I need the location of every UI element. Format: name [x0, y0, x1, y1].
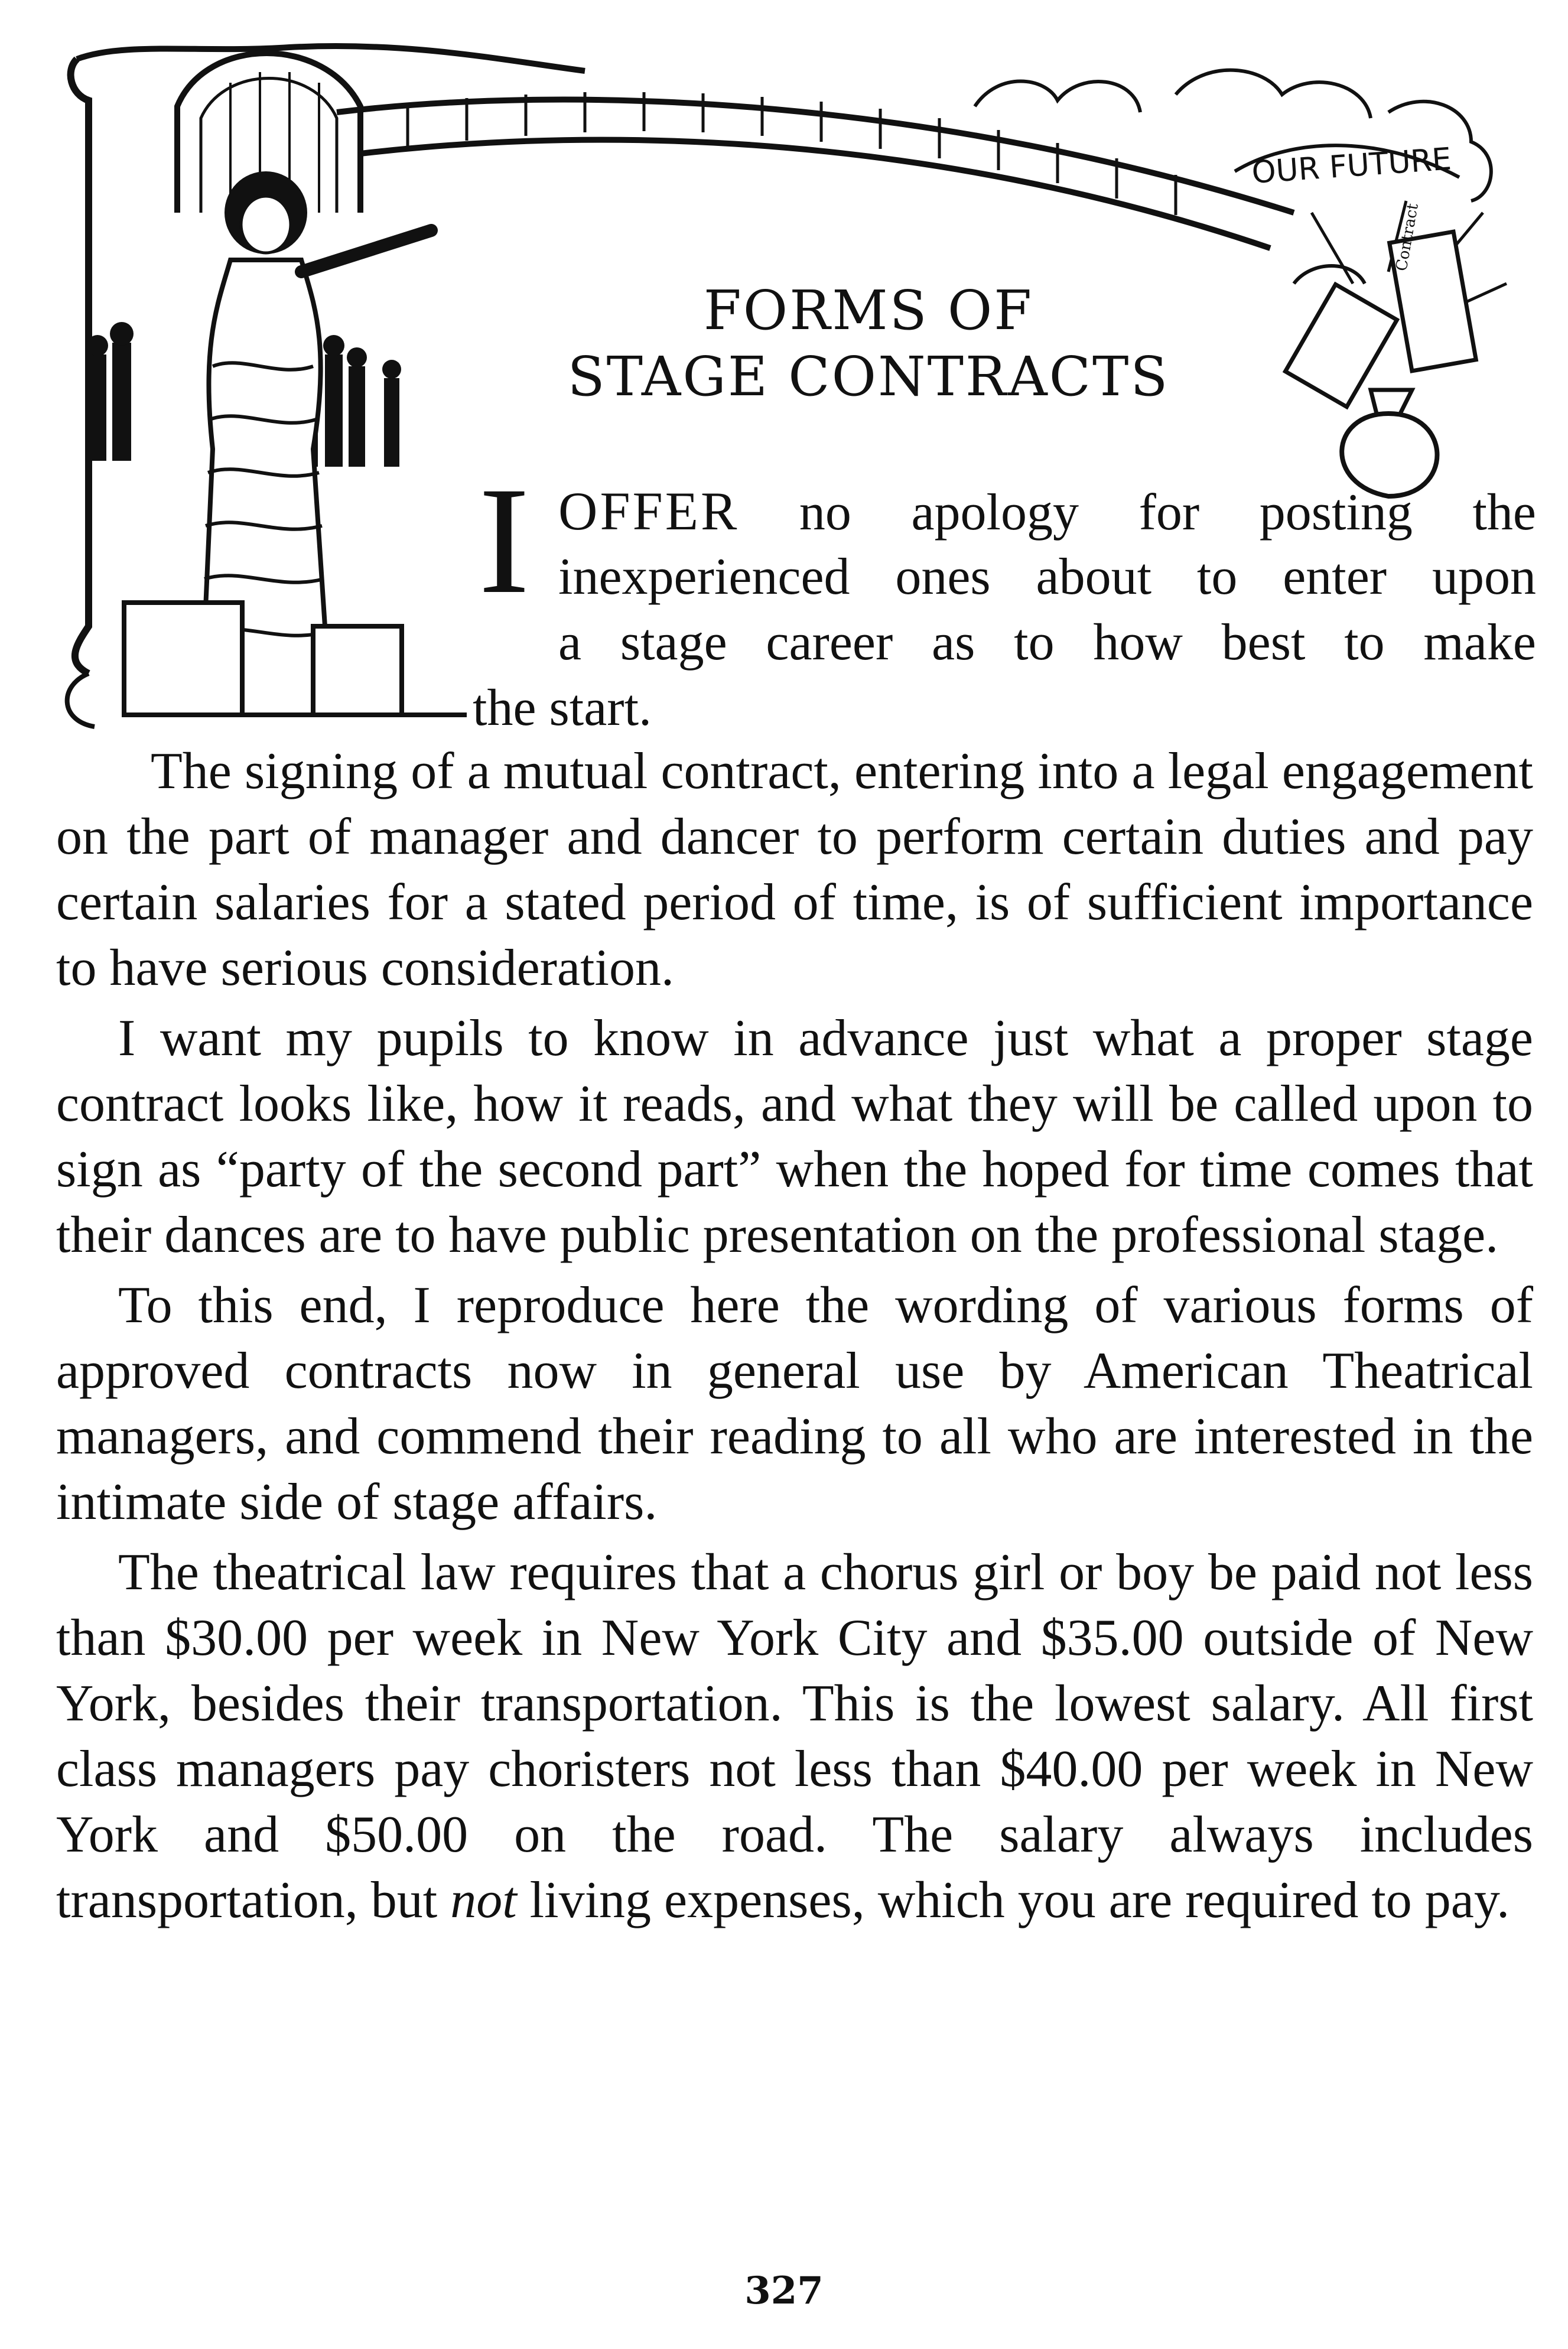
lead-word: OFFER [558, 481, 740, 541]
body-paragraphs [56, 738, 1533, 1938]
drop-cap: I [479, 456, 530, 626]
paragraph-salary [56, 1540, 1533, 1933]
title-line-2: STAGE CONTRACTS [567, 345, 1170, 408]
opening-line-4: the start. [473, 679, 652, 737]
poster-text: Contract [1393, 202, 1422, 273]
opening-paragraph [473, 479, 1536, 741]
opening-line-2: inexperienced ones about to enter upon [558, 548, 1536, 606]
opening-line-1 [473, 479, 1536, 544]
salary-text-2: living expenses, which you are required to pay. [529, 1872, 1510, 1929]
opening-line-1-rest: no apology for posting the [799, 484, 1536, 541]
salary-emphasis: not [450, 1872, 517, 1929]
page-number: 327 [744, 2269, 824, 2313]
paragraph-pupils: I want my pupils to know in advance just what a proper stage contract looks like, how it reads, and what they will be called upon to sign as “party of the second part” when the hoped for time comes that their dances are to have public presentation on the professional stage. [56, 1010, 1533, 1264]
title-line-1: FORMS OF [703, 279, 1034, 342]
salary-text-1: The theatrical law requires that a chorus girl or boy be paid not less than $30.00 per week in New York City and $35.00 outside of New York, besides their transportation. This is the lowest salary. All first class managers pay choristers not less than $40.00 per week in New York and $50.00 on the road. The salary always includes transportation, but [56, 1544, 1533, 1929]
paragraph-signing: The signing of a mutual contract, entering into a legal engagement on the part of manager and dancer to perform certain duties and pay certain salaries for a stated period of time, is of sufficient importance to have serious consideration. [56, 743, 1533, 997]
paragraph-reproduce: To this end, I reproduce here the wording of various forms of approved contracts now in general use by American Theatrical managers, and commend their reading to all who are interested in the intimate side of stage affairs. [56, 1277, 1533, 1531]
opening-line-3: a stage career as to how best to make [558, 614, 1536, 671]
banner-text: OUR FUTURE [1250, 141, 1453, 191]
page-title [484, 278, 1253, 410]
